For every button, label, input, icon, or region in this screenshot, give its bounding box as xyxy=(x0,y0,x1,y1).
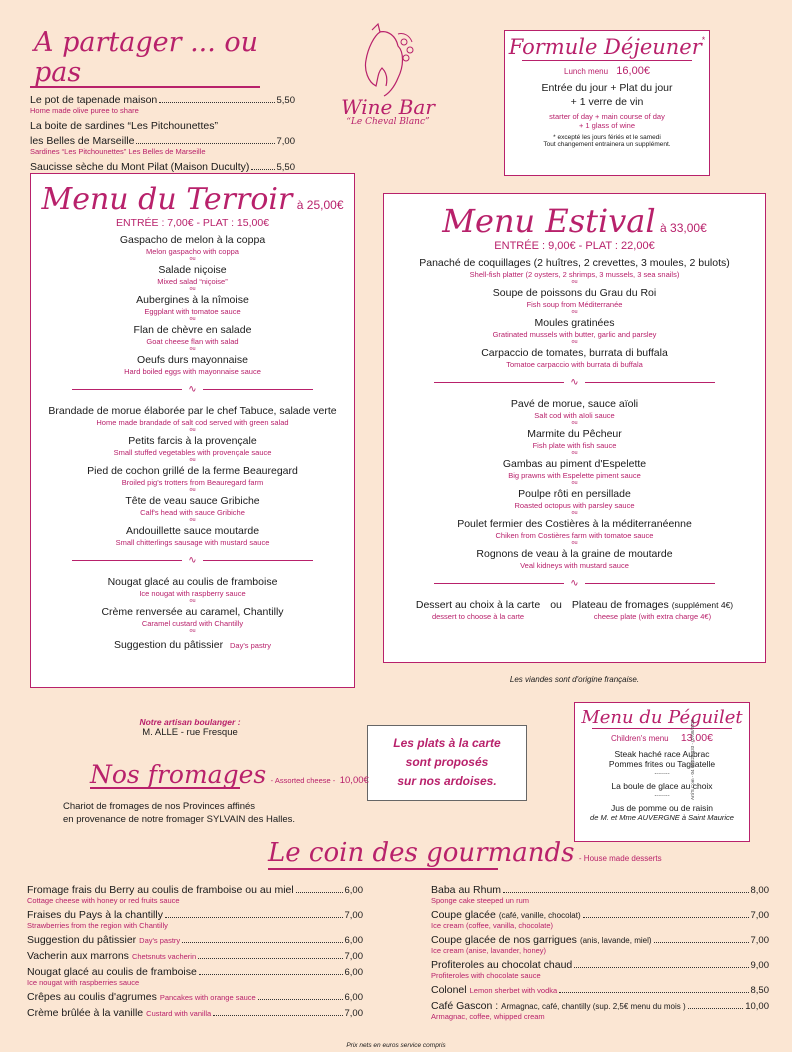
ou-separator: ou xyxy=(189,427,196,433)
dish-en: Fish plate with fish sauce xyxy=(532,441,617,450)
terroir-last-fr: Suggestion du pâtissier xyxy=(113,639,224,651)
peguilet-line3: La boule de glace au choix xyxy=(611,781,713,791)
ou-separator: ou xyxy=(571,540,578,546)
partager-item xyxy=(30,120,295,156)
gourmand-item-name: Coupe glacée de nos garrigues xyxy=(431,934,577,946)
gourmand-item-row xyxy=(27,884,363,896)
dish-fr: Soupe de poissons du Grau du Roi xyxy=(492,287,657,299)
gourmand-item xyxy=(431,1000,769,1021)
gourmand-item-detail: Armagnac, café, chantilly (sup. 2,5€ menu du mois ) xyxy=(501,1002,686,1011)
terroir-title: Menu du Terroir xyxy=(41,182,293,217)
gourmand-item-inline-en: Chetsnuts vacherin xyxy=(131,952,197,961)
ornament-line xyxy=(434,583,564,584)
gourmand-item-row xyxy=(27,991,363,1003)
partager-section xyxy=(30,28,295,187)
gourmand-item-name: Fromage frais du Berry au coulis de framboise ou au miel xyxy=(27,884,294,896)
gourmand-item-row xyxy=(27,950,363,962)
gourmand-item-inline-en: Pancakes with orange sauce xyxy=(159,993,256,1002)
gourmand-item xyxy=(431,909,769,930)
leader-dots xyxy=(296,892,343,893)
peguilet-title: Menu du Péguilet xyxy=(581,707,743,728)
ou-separator: ou xyxy=(189,628,196,634)
gourmand-item-label xyxy=(431,884,501,896)
dish-fr: Nougat glacé au coulis de framboise xyxy=(107,576,278,588)
terroir-last xyxy=(31,639,354,652)
ou-separator: ou xyxy=(189,346,196,352)
gourmand-item-price: 7,00 xyxy=(344,910,363,921)
gourmand-item-price: 7,00 xyxy=(750,910,769,921)
partager-title: A partager ... ou pas xyxy=(34,27,259,88)
ornament xyxy=(384,377,765,388)
gourmands-underline xyxy=(268,868,498,870)
dish-en: Home made brandade of salt cod served with green salad xyxy=(96,418,289,427)
estival-title: Menu Estival xyxy=(442,202,656,240)
plats-carte-line1: Les plats à la carte xyxy=(393,736,501,750)
partager-item-name: Le pot de tapenade maison xyxy=(30,93,158,106)
terroir-sub: ENTRÉE : 7,00€ - PLAT : 15,00€ xyxy=(115,217,270,229)
dish-en: Fish soup from Méditerranée xyxy=(526,300,623,309)
formule-star: * xyxy=(701,35,706,45)
ornament-line xyxy=(585,382,715,383)
gourmand-item-en: Strawberries from the region with Chantilly xyxy=(27,921,168,930)
artisan-label: Notre artisan boulanger : xyxy=(139,717,241,727)
peguilet-sep: ........ xyxy=(654,791,670,798)
gourmand-item-label xyxy=(27,909,163,921)
gourmands-title: Le coin des gourmands xyxy=(268,838,575,868)
gourmand-item-label xyxy=(431,959,572,971)
gourmand-item xyxy=(27,934,363,946)
terroir-desserts xyxy=(31,576,354,635)
dish-en: Chiken from Costières farm with tomatoe sauce xyxy=(495,531,654,540)
fromages-section xyxy=(90,760,370,795)
ou-separator: ou xyxy=(571,279,578,285)
gourmand-item-name: Nougat glacé au coulis de framboise xyxy=(27,966,197,978)
estival-dessert-right-fr: Plateau de fromages xyxy=(571,599,669,611)
peguilet-divider xyxy=(592,728,732,729)
dish-en: Roasted octopus with parsley sauce xyxy=(514,501,635,510)
gourmand-item xyxy=(27,966,363,987)
gourmand-item xyxy=(431,984,769,996)
ou-separator: ou xyxy=(571,510,578,516)
gourmand-item-name: Baba au Rhum xyxy=(431,884,502,896)
wine-bar-logo xyxy=(338,22,438,127)
formule-line2: + 1 verre de vin xyxy=(570,96,644,108)
leader-dots xyxy=(198,958,342,959)
dish-en: Mixed salad “niçoise” xyxy=(157,277,228,286)
dish-fr: Poulpe rôti en persillade xyxy=(518,488,631,500)
ornament-line xyxy=(203,389,313,390)
formule-title-row xyxy=(505,35,709,59)
estival-note: Les viandes sont d'origine française. xyxy=(509,675,640,684)
gourmand-item-en: Cottage cheese with honey or red fruits sauce xyxy=(27,896,180,905)
dish-fr: Rognons de veau à la graine de moutarde xyxy=(476,548,673,560)
leader-dots xyxy=(583,917,749,918)
gourmand-item xyxy=(27,1007,363,1019)
terroir-box xyxy=(30,173,355,688)
dish-en: Small stuffed vegetables with provençale sauce xyxy=(113,448,272,457)
peguilet-line2: Pommes frites ou Tagliatelle xyxy=(608,759,716,769)
formule-box xyxy=(504,30,710,176)
partager-item-price: 7,00 xyxy=(276,135,295,147)
gourmand-item-label xyxy=(431,1000,686,1012)
dish-fr: Pied de cochon grillé de la ferme Beauregard xyxy=(87,465,298,477)
ou-separator: ou xyxy=(571,420,578,426)
logo-sub: “Le Cheval Blanc” xyxy=(346,117,430,127)
formule-line1: Entrée du jour + Plat du jour xyxy=(541,82,673,94)
gourmand-item-row xyxy=(27,966,363,978)
gourmand-item-detail: (anis, lavande, miel) xyxy=(579,936,652,945)
peguilet-label-row xyxy=(575,732,749,744)
gourmand-item-name: Coupe glacée xyxy=(431,909,496,921)
ornament-line xyxy=(72,560,182,561)
gourmands-title-row xyxy=(268,838,688,868)
terroir-last-en: Day's pastry xyxy=(230,641,272,650)
gourmand-item-inline-en: Day's pastry xyxy=(139,936,181,945)
dish-en: Veal kidneys with mustard sauce xyxy=(520,561,629,570)
dish-en: Gratinated mussels with butter, garlic and parsley xyxy=(492,330,657,339)
dish-en: Shell-fish platter (2 oysters, 2 shrimps, 3 mussels, 3 sea snails) xyxy=(469,270,680,279)
gourmand-item-label xyxy=(27,1007,211,1019)
gourmand-item-price: 6,00 xyxy=(344,935,363,946)
gourmand-item-en: Ice cream (anise, lavander, honey) xyxy=(431,946,547,955)
dish-fr: Gaspacho de melon à la coppa xyxy=(119,234,266,246)
gourmand-item-label xyxy=(27,991,256,1003)
estival-dessert-left-en: dessert to choose à la carte xyxy=(431,612,525,621)
estival-price: à 33,00€ xyxy=(660,221,707,235)
fromages-desc xyxy=(63,800,363,826)
estival-title-row xyxy=(384,202,765,240)
partager-item-price: 5,50 xyxy=(276,94,295,106)
gourmand-item-en: Ice nougat with raspberries sauce xyxy=(27,978,140,987)
estival-dessert-right-row xyxy=(572,599,733,612)
fromages-en: - Assorted cheese - xyxy=(270,776,336,785)
gourmand-item-label xyxy=(27,950,196,962)
estival-starters xyxy=(384,257,765,369)
footer: Prix nets en euros service compris xyxy=(346,1042,446,1049)
partager-item-row xyxy=(30,161,295,173)
gourmand-item-label xyxy=(27,934,180,946)
gourmand-item-row xyxy=(431,1000,769,1012)
gourmand-item-price: 7,00 xyxy=(344,951,363,962)
fromages-line1: Chariot de fromages de nos Provinces affinés xyxy=(63,801,256,812)
fromages-title-row xyxy=(90,760,370,789)
estival-mains xyxy=(384,398,765,570)
estival-dessert-right xyxy=(572,599,733,621)
gourmand-item-price: 6,00 xyxy=(344,967,363,978)
gourmands-left xyxy=(27,884,363,1023)
ou-separator: ou xyxy=(571,480,578,486)
gourmand-item-label xyxy=(431,934,652,946)
terroir-mains xyxy=(31,405,354,547)
dish-fr: Oeufs durs mayonnaise xyxy=(137,354,248,366)
gourmand-item-inline-en: Custard with vanilla xyxy=(146,1009,212,1018)
leader-dots xyxy=(136,143,274,144)
formule-lunch-label: Lunch menu xyxy=(564,67,609,76)
gourmand-item-label xyxy=(431,984,557,996)
gourmand-item-name: Profiteroles au chocolat chaud xyxy=(431,959,573,971)
terroir-title-row xyxy=(31,182,354,217)
leader-dots xyxy=(559,992,748,993)
gourmand-item xyxy=(27,950,363,962)
gourmand-item-en: Armagnac, coffee, whipped cream xyxy=(431,1012,545,1021)
ornament-line xyxy=(72,389,182,390)
formule-note2: Tout changement entrainera un supplément. xyxy=(543,141,671,148)
estival-desserts xyxy=(384,599,765,621)
gourmand-item-en: Ice cream (coffee, vanilla, chocolate) xyxy=(431,921,554,930)
ou-separator: ou xyxy=(189,517,196,523)
gourmand-item-row xyxy=(431,909,769,921)
formule-en1: starter of day + main course of day xyxy=(549,112,665,121)
dish-fr: Poulet fermier des Costières à la méditerranéenne xyxy=(457,518,692,530)
ornament-icon: ∿ xyxy=(570,578,579,589)
leader-dots xyxy=(182,942,342,943)
leader-dots xyxy=(165,917,343,918)
leader-dots xyxy=(199,974,343,975)
dish-en: Salt cod with aïoli sauce xyxy=(534,411,615,420)
partager-item xyxy=(30,94,295,115)
gourmand-item xyxy=(431,884,769,905)
estival-box xyxy=(383,193,766,663)
formule-note1: * excepté les jours fériés et le samedi xyxy=(553,134,661,141)
ou-separator: ou xyxy=(189,598,196,604)
ornament xyxy=(31,384,354,395)
gourmand-item-name: Crêpes au coulis d'agrumes xyxy=(27,991,157,1003)
gourmand-item-row xyxy=(431,884,769,896)
ornament xyxy=(384,578,765,589)
ou-separator: ou xyxy=(571,339,578,345)
dish-fr: Andouillette sauce moutarde xyxy=(125,525,260,537)
dish-en: Ice nougat with raspberry sauce xyxy=(139,589,246,598)
dish-fr: Gambas au piment d'Espelette xyxy=(502,458,647,470)
dish-fr: Moules gratinées xyxy=(534,317,615,329)
partager-item-en: Sardines “Les Pitchounettes” Les Belles de Marseille xyxy=(30,146,206,156)
dish-fr: Flan de chèvre en salade xyxy=(133,324,252,336)
dish-fr: Petits farcis à la provençale xyxy=(128,435,257,447)
dish-en: Big prawns with Espelette piment sauce xyxy=(508,471,641,480)
ou-separator: ou xyxy=(189,487,196,493)
ou-separator: ou xyxy=(189,286,196,292)
gourmand-item-price: 6,00 xyxy=(344,992,363,1003)
partager-item-en: Home made olive puree to share xyxy=(30,105,139,115)
formule-title: Formule Déjeuner xyxy=(508,35,702,59)
peguilet-line4: Jus de pomme ou de raisin xyxy=(610,803,714,813)
logo-name: Wine Bar xyxy=(341,95,435,119)
leader-dots xyxy=(688,1008,744,1009)
artisan-block xyxy=(100,717,280,738)
dish-fr: Brandade de morue élaborée par le chef Tabuce, salade verte xyxy=(48,405,337,417)
ornament-line xyxy=(434,382,564,383)
gourmand-item xyxy=(431,934,769,955)
estival-dessert-left xyxy=(416,599,540,621)
peguilet-box xyxy=(574,702,750,842)
gourmand-item-en: Profiteroles with chocolate sauce xyxy=(431,971,541,980)
estival-dessert-right-en: cheese plate (with extra charge 4€) xyxy=(593,612,712,621)
dish-en: Eggplant with tomatoe sauce xyxy=(144,307,241,316)
gourmand-item-en: Sponge cake steeped un rum xyxy=(431,896,529,905)
peguilet-price: 13,00€ xyxy=(680,732,713,744)
dish-fr: Aubergines à la nîmoise xyxy=(136,294,249,306)
gourmand-item-label xyxy=(27,966,197,978)
estival-dessert-ou: ou xyxy=(550,599,562,611)
gourmand-item-name: Vacherin aux marrons xyxy=(27,950,129,962)
gourmand-item xyxy=(27,991,363,1003)
leader-dots xyxy=(213,1015,342,1016)
ornament-line xyxy=(203,560,313,561)
ornament-line xyxy=(585,583,715,584)
partager-item-name-line1: La boite de sardines “Les Pitchounettes” xyxy=(30,119,218,132)
dish-fr: Panaché de coquillages (2 huîtres, 2 crevettes, 3 moules, 2 bulots) xyxy=(419,257,730,269)
dish-fr: Carpaccio de tomates, burrata di buffala xyxy=(481,347,668,359)
plats-carte-line2: sont proposés xyxy=(405,755,489,769)
gourmand-item-name: Café Gascon : xyxy=(431,1000,499,1012)
dish-fr: Marmite du Pêcheur xyxy=(527,428,622,440)
plats-carte-box xyxy=(367,725,527,801)
gourmand-item-label xyxy=(431,909,581,921)
partager-list xyxy=(30,94,295,182)
ou-separator: ou xyxy=(189,316,196,322)
gourmand-item-row xyxy=(27,1007,363,1019)
plats-carte-line3: sur nos ardoises. xyxy=(397,774,497,788)
partager-item-name: les Belles de Marseille xyxy=(30,134,135,147)
gourmand-item xyxy=(27,884,363,905)
horse-head-icon xyxy=(358,22,418,100)
formule-divider xyxy=(522,60,692,61)
partager-item-row xyxy=(30,94,295,106)
gourmand-item-price: 8,50 xyxy=(750,985,769,996)
peguilet-line1: Steak haché race Aubrac xyxy=(614,749,710,759)
gourmand-item-price: 8,00 xyxy=(750,885,769,896)
gourmand-item-price: 7,00 xyxy=(344,1008,363,1019)
peguilet-sep: ........ xyxy=(654,769,670,776)
gourmand-item-price: 9,00 xyxy=(750,960,769,971)
estival-dessert-right-extra: (supplément 4€) xyxy=(671,600,734,610)
leader-dots xyxy=(654,942,749,943)
peguilet-line5: de M. et Mme AUVERGNE à Saint Maurice xyxy=(590,813,734,822)
fromages-title: Nos fromages xyxy=(90,760,267,789)
gourmand-item-row xyxy=(431,984,769,996)
gourmand-item-row xyxy=(27,934,363,946)
dish-fr: Salade niçoise xyxy=(158,264,227,276)
estival-sub: ENTRÉE : 9,00€ - PLAT : 22,00€ xyxy=(494,240,655,252)
leader-dots xyxy=(159,102,274,103)
ornament-icon: ∿ xyxy=(570,377,579,388)
gourmand-item-name: Suggestion du pâtissier xyxy=(27,934,137,946)
dish-en: Broiled pig's trotters from Beauregard farm xyxy=(121,478,264,487)
formule-lunch-row xyxy=(505,65,709,77)
gourmand-item-price: 6,00 xyxy=(344,885,363,896)
ou-separator: ou xyxy=(571,450,578,456)
gourmands-right xyxy=(431,884,769,1025)
dish-en: Goat cheese flan with salad xyxy=(146,337,239,346)
gourmand-item-name: Fraises du Pays à la chantilly xyxy=(27,909,163,921)
dish-en: Small chitterlings sausage with mustard sauce xyxy=(115,538,270,547)
partager-item-price: 5,50 xyxy=(276,161,295,173)
dish-fr: Pavé de morue, sauce aïoli xyxy=(510,398,639,410)
ornament-icon: ∿ xyxy=(188,555,197,566)
terroir-starters xyxy=(31,234,354,376)
terroir-price: à 25,00€ xyxy=(296,198,344,212)
dish-en: Melon gaspacho with coppa xyxy=(146,247,239,256)
gourmand-item-name: Colonel xyxy=(431,984,467,996)
partager-item-name: Saucisse sèche du Mont Pilat (Maison Duculty) xyxy=(30,160,250,173)
artisan-name: M. ALLE - rue Fresque xyxy=(142,727,238,738)
leader-dots xyxy=(503,892,748,893)
fromages-price: 10,00€ xyxy=(339,775,369,786)
leader-dots xyxy=(251,169,274,170)
gourmands-en: - House made desserts xyxy=(578,854,662,863)
formule-price: 16,00€ xyxy=(616,65,650,77)
ou-separator: ou xyxy=(189,457,196,463)
gourmand-item-inline-en: Lemon sherbet with vodka xyxy=(469,986,558,995)
dish-en: Caramel custard with Chantilly xyxy=(141,619,244,628)
fromages-line2: en provenance de notre fromager SYLVAIN des Halles. xyxy=(63,814,295,825)
dish-en: Calf's head with sauce Gribiche xyxy=(140,508,245,517)
peguilet-label: Children's menu xyxy=(611,734,669,743)
dish-fr: Tête de veau sauce Gribiche xyxy=(125,495,260,507)
gourmand-item-name: Crème brûlée à la vanille xyxy=(27,1007,144,1019)
ou-separator: ou xyxy=(571,309,578,315)
gourmand-item-row xyxy=(27,909,363,921)
gourmand-item-price: 10,00 xyxy=(745,1001,769,1012)
gourmand-item-detail: (café, vanille, chocolat) xyxy=(498,911,581,920)
ornament-icon: ∿ xyxy=(188,384,197,395)
ornament xyxy=(31,555,354,566)
dish-en: Hard boiled eggs with mayonnaise sauce xyxy=(124,367,261,376)
leader-dots xyxy=(258,999,343,1000)
ou-separator: ou xyxy=(189,256,196,262)
gourmand-item xyxy=(27,909,363,930)
gourmand-item-price: 7,00 xyxy=(750,935,769,946)
gourmand-item-label xyxy=(27,884,294,896)
partager-item-row xyxy=(30,135,295,147)
side-print: Arti’S Com - 04 66 222 333 - 07/08/2025 xyxy=(690,719,695,800)
dish-fr: Crème renversée au caramel, Chantilly xyxy=(101,606,284,618)
gourmand-item xyxy=(431,959,769,980)
formule-en2: + 1 glass of wine xyxy=(578,121,636,130)
leader-dots xyxy=(574,967,748,968)
gourmand-item-row xyxy=(431,959,769,971)
dish-en: Tomatoe carpaccio with burrata di buffala xyxy=(506,360,643,369)
estival-dessert-left-fr: Dessert au choix à la carte xyxy=(415,599,541,611)
gourmand-item-row xyxy=(431,934,769,946)
